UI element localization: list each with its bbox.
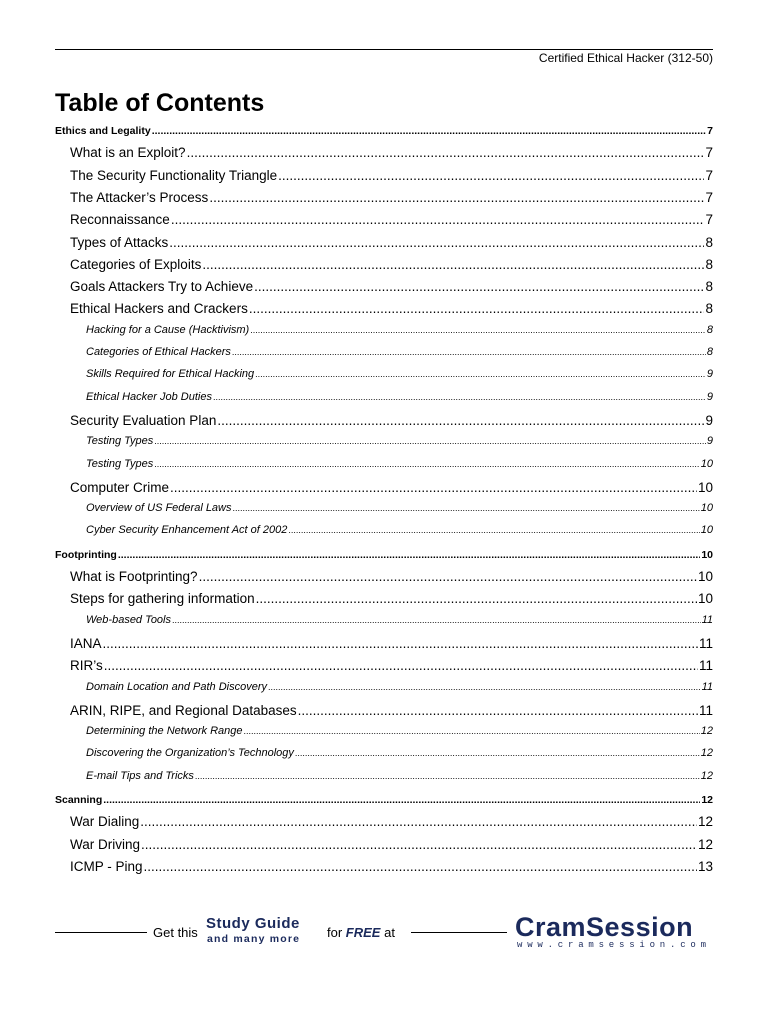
footer-study-guide[interactable]: Study Guide	[206, 915, 300, 932]
toc-page-number: 7	[705, 212, 713, 228]
toc-entry[interactable]	[70, 235, 713, 250]
toc-entry[interactable]	[70, 413, 713, 428]
toc-page-number: 10	[697, 591, 713, 607]
toc-entry-title: What is an Exploit?	[70, 145, 186, 161]
toc-leader-dots	[187, 145, 705, 160]
toc-page-number: 8	[706, 346, 713, 358]
toc-entry[interactable]	[70, 859, 713, 874]
toc-leader-dots	[171, 212, 705, 227]
toc-leader-dots	[256, 591, 697, 606]
page-title: Table of Contents	[55, 89, 265, 117]
toc-leader-dots	[209, 190, 704, 205]
toc-leader-dots	[217, 413, 704, 428]
toc-page-number: 11	[701, 613, 713, 626]
toc-page-number: 11	[698, 702, 713, 718]
toc-entry-title: ARIN, RIPE, and Regional Databases	[70, 702, 297, 718]
toc-leader-dots	[249, 301, 705, 316]
toc-page-number: 9	[706, 368, 713, 381]
toc-entry-title: Goals Attackers Try to Achieve	[70, 279, 254, 295]
toc-page-number: 9	[705, 412, 713, 428]
toc-entry-title: Domain Location and Path Discovery	[86, 680, 267, 693]
toc-entry-title: The Attacker’s Process	[70, 189, 209, 205]
toc-entry-title: Testing Types	[86, 435, 154, 448]
toc-leader-dots	[233, 503, 700, 513]
toc-entry-title: Reconnaissance	[70, 212, 170, 228]
toc-page-number: 12	[697, 836, 713, 852]
toc-entry[interactable]	[70, 837, 713, 852]
toc-leader-dots	[232, 347, 706, 357]
toc-section-entry[interactable]	[55, 794, 713, 806]
toc-leader-dots	[152, 125, 706, 137]
toc-subentry[interactable]	[86, 770, 713, 782]
toc-leader-dots	[118, 549, 701, 561]
toc-leader-dots	[154, 436, 706, 446]
toc-leader-dots	[154, 459, 699, 469]
toc-entry[interactable]	[70, 703, 713, 718]
toc-page-number: 10	[700, 457, 713, 470]
toc-page-number: 12	[700, 725, 713, 738]
toc-leader-dots	[250, 325, 706, 335]
toc-leader-dots	[140, 814, 697, 829]
toc-entry-title: War Driving	[70, 836, 141, 852]
footer-banner	[55, 912, 713, 952]
toc-entry-title: Cyber Security Enhancement Act of 2002	[86, 524, 288, 537]
toc-leader-dots	[268, 682, 701, 692]
toc-subentry[interactable]	[86, 524, 713, 536]
toc-page-number: 7	[705, 145, 713, 161]
toc-leader-dots	[104, 658, 698, 673]
toc-entry-title: The Security Functionality Triangle	[70, 167, 278, 183]
toc-leader-dots	[202, 257, 704, 272]
footer-get-this: Get this	[153, 925, 198, 940]
toc-page-number: 8	[705, 279, 713, 295]
toc-entry-title: Testing Types	[86, 457, 154, 470]
toc-leader-dots	[141, 837, 697, 852]
toc-entry[interactable]	[70, 212, 713, 227]
toc-subentry[interactable]	[86, 391, 713, 403]
toc-page-number: 8	[705, 301, 713, 317]
toc-leader-dots	[254, 279, 704, 294]
header-rule	[55, 49, 713, 50]
toc-entry-title: Web-based Tools	[86, 613, 171, 626]
toc-entry[interactable]	[70, 257, 713, 272]
cramsession-url[interactable]: www.cramsession.com	[517, 940, 711, 950]
toc-subentry[interactable]	[86, 614, 713, 626]
toc-entry[interactable]	[70, 658, 713, 673]
toc-page-number: 7	[705, 189, 713, 205]
toc-entry-title: Ethics and Legality	[55, 125, 151, 137]
toc-subentry[interactable]	[86, 725, 713, 737]
toc-entry-title: Determining the Network Range	[86, 725, 243, 738]
toc-entry-title: Computer Crime	[70, 479, 170, 495]
toc-entry-title: Security Evaluation Plan	[70, 412, 217, 428]
toc-page-number: 12	[697, 814, 713, 830]
footer-and-many-more: and many more	[207, 933, 301, 945]
toc-leader-dots	[288, 525, 699, 535]
toc-entry-title: Steps for gathering information	[70, 591, 255, 607]
toc-entry-title: Types of Attacks	[70, 234, 169, 250]
toc-subentry[interactable]	[86, 346, 713, 358]
toc-leader-dots	[255, 369, 706, 379]
toc-entry-title: Footprinting	[55, 548, 117, 561]
toc-page-number: 7	[705, 167, 713, 183]
toc-page-number: 9	[706, 435, 713, 448]
toc-entry[interactable]	[70, 480, 713, 495]
toc-leader-dots	[103, 794, 700, 806]
toc-entry-title: Scanning	[55, 794, 103, 806]
toc-entry-title: Ethical Hackers and Crackers	[70, 301, 248, 317]
toc-leader-dots	[169, 235, 704, 250]
toc-entry-title: Discovering the Organization’s Technology	[86, 747, 294, 760]
footer-rule-left	[55, 932, 147, 933]
toc-entry[interactable]	[70, 636, 713, 651]
toc-leader-dots	[103, 636, 698, 651]
toc-entry-title: Categories of Exploits	[70, 256, 202, 272]
toc-subentry[interactable]	[86, 502, 713, 514]
toc-entry-title: Hacking for a Cause (Hacktivism)	[86, 323, 250, 336]
toc-entry-title: Overview of US Federal Laws	[86, 502, 232, 515]
toc-page-number: 8	[705, 234, 713, 250]
toc-entry-title: Categories of Ethical Hackers	[86, 346, 231, 358]
toc-page-number: 10	[701, 548, 713, 561]
toc-page-number: 10	[700, 502, 713, 515]
toc-subentry[interactable]	[86, 747, 713, 759]
toc-subentry[interactable]	[86, 681, 713, 693]
toc-leader-dots	[295, 748, 700, 758]
toc-entry-title: E-mail Tips and Tricks	[86, 769, 194, 782]
toc-leader-dots	[244, 726, 700, 736]
toc-entry[interactable]	[70, 190, 713, 205]
footer-for-free-at: for FREE at	[327, 925, 395, 940]
toc-entry[interactable]	[70, 301, 713, 316]
toc-page-number: 11	[701, 680, 713, 693]
toc-page-number: 9	[706, 390, 713, 403]
toc-page-number: 11	[698, 635, 713, 651]
toc-page-number: 10	[697, 479, 713, 495]
toc-leader-dots	[298, 703, 698, 718]
toc-subentry[interactable]	[86, 458, 713, 470]
toc-page-number: 10	[700, 524, 713, 537]
footer-rule-right	[411, 932, 507, 933]
toc-section-entry[interactable]	[55, 125, 713, 137]
toc-page-number: 7	[707, 125, 713, 137]
toc-entry[interactable]	[70, 569, 713, 584]
toc-entry-title: ICMP - Ping	[70, 858, 143, 874]
running-header: Certified Ethical Hacker (312-50)	[538, 51, 713, 65]
toc-entry[interactable]	[70, 591, 713, 606]
toc-page-number: 13	[697, 858, 713, 874]
toc-entry-title: What is Footprinting?	[70, 569, 198, 584]
toc-entry-title: IANA	[70, 635, 102, 651]
toc-leader-dots	[170, 480, 697, 495]
toc-page-number: 10	[697, 569, 713, 584]
toc-leader-dots	[278, 168, 704, 183]
toc-entry-title: Ethical Hacker Job Duties	[86, 390, 212, 403]
toc-entry[interactable]	[70, 145, 713, 160]
toc-leader-dots	[195, 771, 700, 781]
toc-leader-dots	[213, 392, 706, 402]
toc-subentry[interactable]	[86, 435, 713, 447]
toc-leader-dots	[172, 615, 701, 625]
toc-entry-title: RIR’s	[70, 658, 103, 674]
toc-page-number: 12	[701, 794, 713, 806]
toc-entry-title: Skills Required for Ethical Hacking	[86, 368, 255, 381]
toc-page-number: 8	[705, 256, 713, 272]
toc-leader-dots	[144, 859, 697, 874]
toc-page-number: 8	[706, 323, 713, 336]
toc-entry[interactable]	[70, 279, 713, 294]
toc-section-entry[interactable]	[55, 549, 713, 561]
cramsession-logo[interactable]: CramSession	[515, 912, 694, 942]
toc-page-number: 11	[698, 658, 713, 674]
toc-entry-title: War Dialing	[70, 814, 140, 830]
toc-subentry[interactable]	[86, 368, 713, 380]
toc-entry[interactable]	[70, 168, 713, 183]
toc-entry[interactable]	[70, 814, 713, 829]
toc-page-number: 12	[700, 747, 713, 760]
toc-leader-dots	[199, 569, 697, 584]
toc-page-number: 12	[700, 769, 713, 782]
toc-subentry[interactable]	[86, 324, 713, 336]
